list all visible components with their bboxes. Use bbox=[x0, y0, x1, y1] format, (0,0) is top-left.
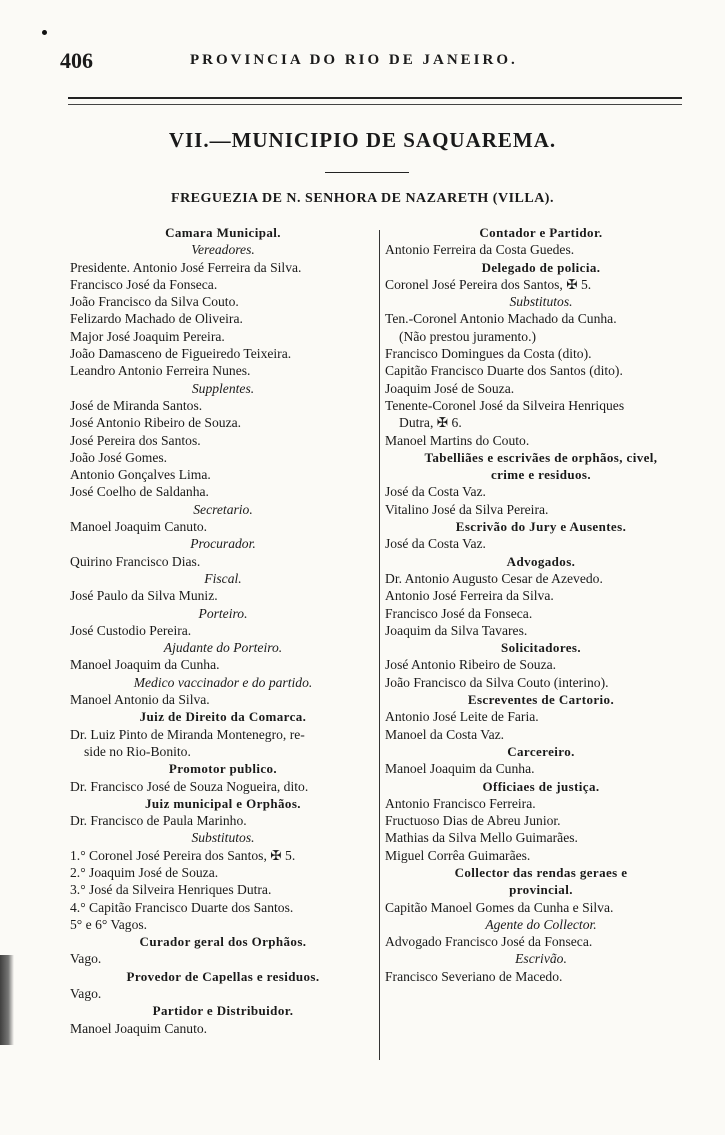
entry-continuation: Dutra, ✠ 6. bbox=[399, 415, 462, 431]
entry-line: Antonio José Ferreira da Silva. bbox=[385, 588, 554, 604]
entry-line: José da Costa Vaz. bbox=[385, 484, 486, 500]
subsection-heading: Supplentes. bbox=[191, 380, 255, 396]
entry-line: 5° e 6° Vagos. bbox=[70, 916, 148, 932]
entry-line: Vitalino José da Silva Pereira. bbox=[385, 501, 549, 517]
section-heading: Partidor e Distribuidor. bbox=[152, 1003, 294, 1019]
entry-line: Antonio Francisco Ferreira. bbox=[385, 795, 536, 811]
entry-line: 1.° Coronel José Pereira dos Santos, ✠ 5. bbox=[70, 847, 296, 863]
entry-line: Presidente. Antonio José Ferreira da Silva. bbox=[70, 259, 302, 275]
subsection-heading: Fiscal. bbox=[204, 570, 242, 586]
section-heading: Juiz de Direito da Comarca. bbox=[139, 709, 307, 725]
section-heading: Officiaes de justiça. bbox=[482, 778, 600, 794]
entry-line: Manoel Joaquim da Cunha. bbox=[70, 657, 220, 673]
entry-line: Manoel Joaquim da Cunha. bbox=[385, 761, 535, 777]
entry-line: Felizardo Machado de Oliveira. bbox=[70, 311, 243, 327]
entry-line: 3.° José da Silveira Henriques Dutra. bbox=[70, 882, 272, 898]
entry-line: Joaquim da Silva Tavares. bbox=[385, 622, 528, 638]
entry-line: José Paulo da Silva Muniz. bbox=[70, 588, 218, 604]
entry-continuation: (Não prestou juramento.) bbox=[399, 328, 537, 344]
entry-line: Antonio Ferreira da Costa Guedes. bbox=[385, 242, 575, 258]
subsection-heading: Substitutos. bbox=[191, 830, 255, 846]
entry-line: Dr. Francisco José de Souza Nogueira, dito. bbox=[70, 778, 309, 794]
parish-title: FREGUEZIA DE N. SENHORA DE NAZARETH (VILLA). bbox=[171, 191, 554, 206]
section-heading: Delegado de policia. bbox=[481, 259, 601, 275]
entry-line: José de Miranda Santos. bbox=[70, 397, 203, 413]
section-heading: Escrivão do Jury e Ausentes. bbox=[455, 519, 627, 535]
entry-line: Capitão Manoel Gomes da Cunha e Silva. bbox=[385, 899, 614, 915]
header-double-rule bbox=[68, 97, 682, 105]
subsection-heading: Vereadores. bbox=[191, 242, 255, 258]
entry-line: Quirino Francisco Dias. bbox=[70, 553, 201, 569]
entry-line: Leandro Antonio Ferreira Nunes. bbox=[70, 363, 251, 379]
entry-line: Manoel da Costa Vaz. bbox=[385, 726, 505, 742]
entry-line: José Coelho de Saldanha. bbox=[70, 484, 209, 500]
section-heading: Escreventes de Cartorio. bbox=[467, 692, 615, 708]
subsection-heading: Agente do Collector. bbox=[485, 916, 597, 932]
entry-line: Coronel José Pereira dos Santos, ✠ 5. bbox=[385, 276, 592, 292]
entry-line: Antonio José Leite de Faria. bbox=[385, 709, 539, 725]
subsection-heading: Secretario. bbox=[193, 501, 253, 517]
entry-line: Francisco Domingues da Costa (dito). bbox=[385, 346, 592, 362]
entry-line: Ten.-Coronel Antonio Machado da Cunha. bbox=[385, 311, 617, 327]
subsection-heading: Ajudante do Porteiro. bbox=[163, 640, 283, 656]
section-heading: Juiz municipal e Orphãos. bbox=[145, 795, 301, 811]
left-column bbox=[70, 224, 376, 1037]
entry-line: Mathias da Silva Mello Guimarães. bbox=[385, 830, 578, 846]
entry-line: Francisco José da Fonseca. bbox=[385, 605, 533, 621]
running-title: PROVINCIA DO RIO DE JANEIRO. bbox=[190, 52, 518, 68]
entry-line: José Antonio Ribeiro de Souza. bbox=[385, 657, 557, 673]
entry-line: José da Costa Vaz. bbox=[385, 536, 486, 552]
section-heading: provincial. bbox=[509, 882, 573, 898]
entry-line: Major José Joaquim Pereira. bbox=[70, 328, 225, 344]
section-heading: Curador geral dos Orphãos. bbox=[139, 934, 307, 950]
entry-line: Tenente-Coronel José da Silveira Henriques bbox=[385, 397, 625, 413]
entry-line: Manoel Antonio da Silva. bbox=[70, 692, 210, 708]
entry-line: José Custodio Pereira. bbox=[70, 622, 192, 638]
entry-line: Miguel Corrêa Guimarães. bbox=[385, 847, 531, 863]
entry-line: 2.° Joaquim José de Souza. bbox=[70, 864, 219, 880]
entry-line: João José Gomes. bbox=[70, 449, 168, 465]
entry-line: Dr. Luiz Pinto de Miranda Montenegro, re- bbox=[70, 726, 305, 742]
section-heading: Promotor publico. bbox=[168, 761, 278, 777]
entry-line: Francisco José da Fonseca. bbox=[70, 276, 218, 292]
page-header bbox=[60, 48, 680, 78]
subsection-heading: Substitutos. bbox=[509, 294, 573, 310]
section-heading: crime e residuos. bbox=[490, 467, 592, 483]
section-heading: Provedor de Capellas e residuos. bbox=[126, 968, 320, 984]
entry-line: Capitão Francisco Duarte dos Santos (dito). bbox=[385, 363, 623, 379]
title-rule bbox=[325, 172, 409, 173]
entry-line: João Damasceno de Figueiredo Teixeira. bbox=[70, 346, 292, 362]
section-heading: Advogados. bbox=[506, 553, 576, 569]
entry-line: Advogado Francisco José da Fonseca. bbox=[385, 934, 593, 950]
entry-line: Manoel Joaquim Canuto. bbox=[70, 1020, 208, 1036]
subsection-heading: Porteiro. bbox=[198, 605, 248, 621]
section-heading: Solicitadores. bbox=[500, 640, 582, 656]
entry-line: Antonio Gonçalves Lima. bbox=[70, 467, 211, 483]
entry-line: Manoel Martins do Couto. bbox=[385, 432, 530, 448]
section-heading: Contador e Partidor. bbox=[479, 225, 603, 240]
entry-line: Fructuoso Dias de Abreu Junior. bbox=[385, 813, 561, 829]
entry-line: Francisco Severiano de Macedo. bbox=[385, 968, 563, 984]
entry-line: José Pereira dos Santos. bbox=[70, 432, 201, 448]
entry-line: 4.° Capitão Francisco Duarte dos Santos. bbox=[70, 899, 294, 915]
entry-line: Dr. Antonio Augusto Cesar de Azevedo. bbox=[385, 570, 603, 586]
entry-line: Vago. bbox=[70, 986, 102, 1002]
chapter-title: VII.—MUNICIPIO DE SAQUAREMA. bbox=[168, 128, 557, 152]
page-number: 406 bbox=[60, 48, 93, 73]
subsection-heading: Procurador. bbox=[190, 536, 256, 552]
subsection-heading: Escrivão. bbox=[515, 951, 567, 967]
entry-line: Dr. Francisco de Paula Marinho. bbox=[70, 813, 247, 829]
section-heading: Carcereiro. bbox=[507, 743, 575, 759]
right-column bbox=[385, 224, 697, 985]
entry-line: Manoel Joaquim Canuto. bbox=[70, 519, 208, 535]
section-heading: Tabelliães e escrivães de orphãos, civel, bbox=[424, 449, 658, 465]
ink-speck bbox=[42, 30, 47, 35]
entry-line: João Francisco da Silva Couto. bbox=[70, 294, 239, 310]
page-edge-mark bbox=[0, 955, 14, 1045]
entry-continuation: side no Rio-Bonito. bbox=[84, 743, 191, 759]
entry-line: José Antonio Ribeiro de Souza. bbox=[70, 415, 242, 431]
subsection-heading: Medico vaccinador e do partido. bbox=[133, 674, 313, 690]
section-heading: Camara Municipal. bbox=[165, 225, 281, 240]
entry-line: Vago. bbox=[70, 951, 102, 967]
column-divider bbox=[379, 230, 380, 1060]
section-heading: Collector das rendas geraes e bbox=[454, 864, 628, 880]
entry-line: João Francisco da Silva Couto (interino). bbox=[385, 674, 609, 690]
entry-line: Joaquim José de Souza. bbox=[385, 380, 515, 396]
